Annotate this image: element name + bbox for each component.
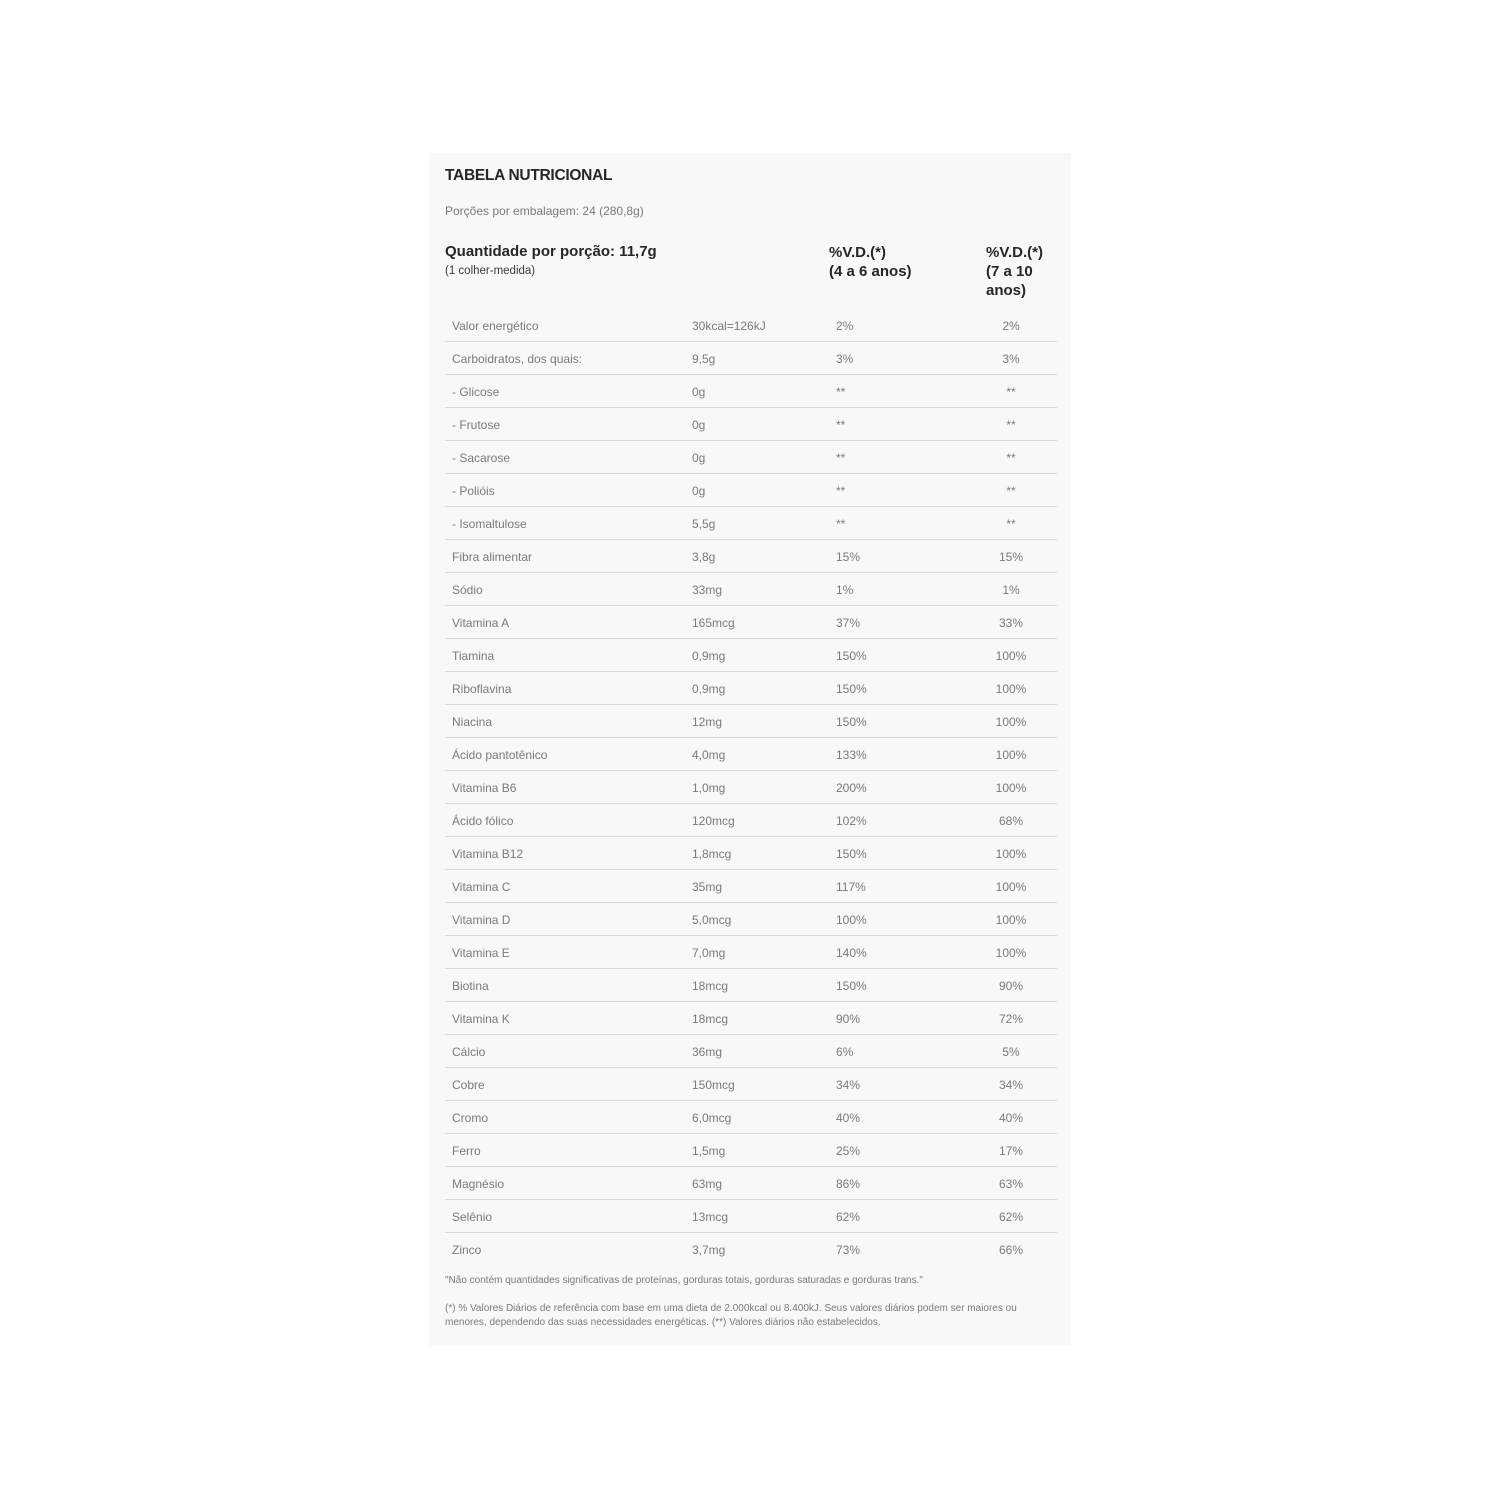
vd-7-10-value: ** bbox=[1006, 385, 1016, 399]
nutrient-name: Ácido pantotênico bbox=[452, 748, 548, 762]
table-row bbox=[445, 870, 1057, 903]
vd-7-10-value: 72% bbox=[998, 1012, 1024, 1026]
nutrient-name: Niacina bbox=[452, 715, 493, 729]
nutrient-name: Vitamina B12 bbox=[452, 847, 524, 861]
nutrient-amount: 165mcg bbox=[692, 616, 735, 630]
table-row bbox=[445, 1101, 1057, 1134]
vd-4-6-value: 140% bbox=[836, 946, 867, 960]
nutrient-amount: 13mcg bbox=[692, 1210, 729, 1224]
table-row bbox=[445, 1035, 1057, 1068]
vd-4-6-value: ** bbox=[836, 418, 846, 432]
nutrient-amount: 4,0mg bbox=[692, 748, 726, 762]
vd-4-6-value: 150% bbox=[836, 847, 867, 861]
table-row bbox=[445, 1200, 1057, 1233]
nutrient-amount: 0g bbox=[692, 418, 706, 432]
nutrient-amount: 150mcg bbox=[692, 1078, 735, 1092]
vd-4-6-value: ** bbox=[836, 451, 846, 465]
nutrient-amount: 0g bbox=[692, 451, 706, 465]
vd-7-10-value: 68% bbox=[998, 814, 1024, 828]
vd-4-6-value: 150% bbox=[836, 649, 867, 663]
vd-4-6-value: 102% bbox=[836, 814, 867, 828]
vd-7-10-value: 100% bbox=[995, 748, 1027, 762]
vd-4-6-value: 3% bbox=[836, 352, 854, 366]
vd-4-6-value: 37% bbox=[836, 616, 861, 630]
vd-7-10-value: 2% bbox=[1002, 319, 1020, 333]
vd-7-10-value: ** bbox=[1006, 484, 1016, 498]
vd-column-header-4-6: %V.D.(*) (4 a 6 anos) bbox=[829, 244, 912, 280]
nutrient-amount: 1,5mg bbox=[692, 1144, 726, 1158]
table-row bbox=[445, 639, 1057, 672]
vd-7-10-value: ** bbox=[1006, 517, 1016, 531]
table-row bbox=[445, 507, 1057, 540]
nutrient-name: Ácido fólico bbox=[452, 814, 514, 828]
vd-7-10-value: 100% bbox=[995, 649, 1027, 663]
vd-7-10-value: 100% bbox=[995, 847, 1027, 861]
vd-7-10-value: 100% bbox=[995, 781, 1027, 795]
nutrient-name: Tiamina bbox=[452, 649, 495, 663]
vd-4-6-value: 150% bbox=[836, 979, 867, 993]
vd-7-10-value: 100% bbox=[995, 880, 1027, 894]
nutrient-amount: 33mg bbox=[692, 583, 723, 597]
table-row bbox=[445, 936, 1057, 969]
nutrient-name: Vitamina K bbox=[452, 1012, 510, 1026]
nutrient-amount: 120mcg bbox=[692, 814, 735, 828]
table-row bbox=[445, 804, 1057, 837]
nutrient-amount: 12mg bbox=[692, 715, 723, 729]
table-row bbox=[445, 408, 1057, 441]
vd-4-6-value: 150% bbox=[836, 715, 867, 729]
nutrient-name: Cálcio bbox=[452, 1045, 486, 1059]
nutrient-name: Vitamina C bbox=[452, 880, 511, 894]
vd-7-10-value: 66% bbox=[998, 1243, 1024, 1257]
nutrient-name: Carboidratos, dos quais: bbox=[452, 352, 583, 366]
nutrient-amount: 18mcg bbox=[692, 1012, 729, 1026]
table-row bbox=[445, 903, 1057, 936]
nutrient-amount: 5,0mcg bbox=[692, 913, 732, 927]
table-row bbox=[445, 309, 1057, 342]
portion-quantity-subtitle: (1 colher-medida) bbox=[445, 265, 536, 277]
vd-4-6-value: 15% bbox=[836, 550, 861, 564]
vd-4-6-value: 2% bbox=[836, 319, 854, 333]
vd-4-6-value: 73% bbox=[836, 1243, 861, 1257]
table-row bbox=[445, 738, 1057, 771]
vd-7-10-value: 33% bbox=[998, 616, 1024, 630]
vd-7-10-value: ** bbox=[1006, 451, 1016, 465]
table-row bbox=[445, 540, 1057, 573]
table-row bbox=[445, 1068, 1057, 1101]
footnote-not-significant: "Não contém quantidades significativas de proteínas, gorduras totais, gorduras saturadas e gorduras trans." bbox=[445, 1275, 923, 1286]
nutrient-amount: 0,9mg bbox=[692, 649, 726, 663]
nutrient-name: Selênio bbox=[452, 1210, 493, 1224]
portion-quantity-heading: Quantidade por porção: 11,7g bbox=[445, 243, 657, 260]
table-row bbox=[445, 1167, 1057, 1200]
table-row bbox=[445, 342, 1057, 375]
table-row bbox=[445, 573, 1057, 606]
nutrient-name: Vitamina A bbox=[452, 616, 510, 630]
vd-7-10-value: 40% bbox=[998, 1111, 1024, 1125]
table-title: TABELA NUTRICIONAL bbox=[445, 167, 613, 184]
vd-7-10-value: 100% bbox=[995, 946, 1027, 960]
table-row bbox=[445, 474, 1057, 507]
nutrition-table-panel bbox=[429, 153, 1071, 1346]
vd-4-6-value: ** bbox=[836, 484, 846, 498]
nutrient-name: Zinco bbox=[452, 1243, 482, 1257]
footnote-reference: (*) % Valores Diários de referência com base em uma dieta de 2.000kcal ou 8.400kJ. Seus valores diários podem ser maiores ou menores, dependendo das suas necessidades energéticas. (**) Valores diários não estabelecidos. bbox=[445, 1303, 1017, 1328]
nutrient-name: Sódio bbox=[452, 583, 483, 597]
nutrient-name: Ferro bbox=[452, 1144, 481, 1158]
nutrient-name: Cromo bbox=[452, 1111, 489, 1125]
vd-7-10-value: 1% bbox=[1002, 583, 1020, 597]
nutrient-name: Cobre bbox=[452, 1078, 485, 1092]
nutrient-name: Riboflavina bbox=[452, 682, 512, 696]
table-row bbox=[445, 441, 1057, 474]
vd-7-10-value: 100% bbox=[995, 682, 1027, 696]
vd-column-header-7-10: %V.D.(*) (7 a 10 anos) bbox=[986, 244, 1043, 299]
vd-7-10-value: 63% bbox=[998, 1177, 1024, 1191]
vd-7-10-value: ** bbox=[1006, 418, 1016, 432]
nutrient-amount: 63mg bbox=[692, 1177, 723, 1191]
table-row bbox=[445, 969, 1057, 1002]
table-row bbox=[445, 606, 1057, 639]
nutrient-name: Fibra alimentar bbox=[452, 550, 533, 564]
nutrient-name: Vitamina E bbox=[452, 946, 510, 960]
vd-4-6-value: 150% bbox=[836, 682, 867, 696]
nutrient-amount: 5,5g bbox=[692, 517, 716, 531]
servings-per-package: Porções por embalagem: 24 (280,8g) bbox=[445, 204, 644, 218]
vd-7-10-value: 34% bbox=[998, 1078, 1024, 1092]
vd-7-10-value: 5% bbox=[1002, 1045, 1020, 1059]
vd-7-10-value: 90% bbox=[998, 979, 1024, 993]
nutrient-name: - Isomaltulose bbox=[452, 517, 527, 531]
nutrient-amount: 0,9mg bbox=[692, 682, 726, 696]
vd-4-6-value: 133% bbox=[836, 748, 867, 762]
vd-4-6-value: 1% bbox=[836, 583, 854, 597]
nutrient-name: - Frutose bbox=[452, 418, 501, 432]
nutrient-amount: 36mg bbox=[692, 1045, 723, 1059]
vd-4-6-value: 25% bbox=[836, 1144, 861, 1158]
nutrient-amount: 0g bbox=[692, 385, 706, 399]
table-row bbox=[445, 771, 1057, 804]
nutrient-name: Biotina bbox=[452, 979, 489, 993]
vd-7-10-value: 17% bbox=[998, 1144, 1024, 1158]
vd-4-6-value: ** bbox=[836, 385, 846, 399]
nutrient-amount: 0g bbox=[692, 484, 706, 498]
nutrient-amount: 35mg bbox=[692, 880, 723, 894]
nutrient-amount: 3,8g bbox=[692, 550, 716, 564]
nutrient-amount: 1,0mg bbox=[692, 781, 726, 795]
nutrient-amount: 30kcal=126kJ bbox=[692, 319, 766, 333]
nutrient-name: Magnésio bbox=[452, 1177, 505, 1191]
vd-4-6-value: 90% bbox=[836, 1012, 861, 1026]
vd-7-10-value: 3% bbox=[1002, 352, 1020, 366]
vd-4-6-value: 34% bbox=[836, 1078, 861, 1092]
table-row bbox=[445, 1134, 1057, 1167]
nutrient-name: - Polióis bbox=[452, 484, 495, 498]
vd-7-10-value: 100% bbox=[995, 913, 1027, 927]
vd-4-6-value: 100% bbox=[836, 913, 867, 927]
vd-7-10-value: 62% bbox=[998, 1210, 1024, 1224]
table-row bbox=[445, 1002, 1057, 1035]
nutrient-amount: 3,7mg bbox=[692, 1243, 726, 1257]
nutrient-rows bbox=[445, 309, 1057, 1265]
nutrient-amount: 9,5g bbox=[692, 352, 716, 366]
nutrient-amount: 7,0mg bbox=[692, 946, 726, 960]
nutrient-name: - Sacarose bbox=[452, 451, 511, 465]
table-row bbox=[445, 1233, 1057, 1265]
nutrient-amount: 18mcg bbox=[692, 979, 729, 993]
vd-4-6-value: ** bbox=[836, 517, 846, 531]
vd-4-6-value: 40% bbox=[836, 1111, 861, 1125]
table-row bbox=[445, 705, 1057, 738]
vd-4-6-value: 6% bbox=[836, 1045, 854, 1059]
vd-7-10-value: 100% bbox=[995, 715, 1027, 729]
nutrient-amount: 6,0mcg bbox=[692, 1111, 732, 1125]
nutrient-name: Vitamina D bbox=[452, 913, 511, 927]
table-row bbox=[445, 672, 1057, 705]
nutrient-name: Valor energético bbox=[452, 319, 539, 333]
vd-4-6-value: 117% bbox=[836, 880, 866, 894]
vd-4-6-value: 62% bbox=[836, 1210, 861, 1224]
nutrient-name: Vitamina B6 bbox=[452, 781, 517, 795]
vd-4-6-value: 86% bbox=[836, 1177, 861, 1191]
vd-7-10-value: 15% bbox=[998, 550, 1024, 564]
table-row bbox=[445, 837, 1057, 870]
table-row bbox=[445, 375, 1057, 408]
vd-4-6-value: 200% bbox=[836, 781, 867, 795]
nutrient-name: - Glicose bbox=[452, 385, 500, 399]
nutrient-amount: 1,8mcg bbox=[692, 847, 732, 861]
